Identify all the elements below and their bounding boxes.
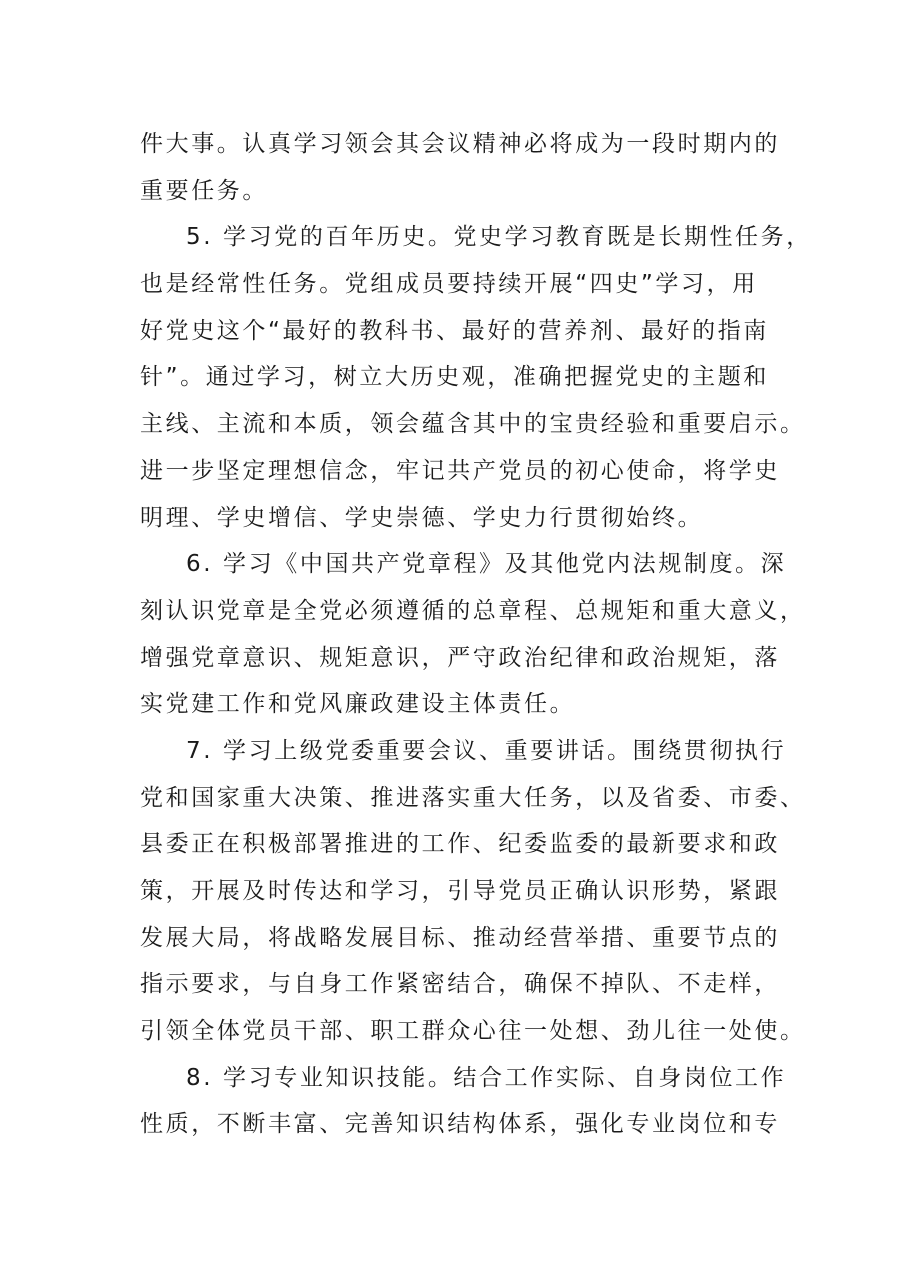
text-line: 针”。通过学习，树立大历史观，准确把握党史的主题和: [140, 364, 769, 391]
text-line: 引领全体党员干部、职工群众心往一处想、劲儿往一处使。: [140, 1018, 806, 1045]
text-line: 好党史这个“最好的教科书、最好的营养剂、最好的指南: [140, 317, 769, 344]
text-line: 重要任务。: [140, 177, 268, 204]
text-line: 件大事。认真学习领会其会议精神必将成为一段时期内的: [140, 131, 780, 157]
text-line: 增强党章意识、规矩意识，严守政治纪律和政治规矩，落: [140, 644, 780, 671]
text-line: 策，开展及时传达和学习，引导党员正确认识形势，紧跟: [140, 878, 780, 904]
text-line: 进一步坚定理想信念，牢记共产党员的初心使命，将学史: [140, 457, 780, 484]
text-line: 刻认识党章是全党必须遵循的总章程、总规矩和重大意义，: [140, 597, 806, 624]
text-line: 也是经常性任务。党组成员要持续开展“四史”学习，用: [140, 271, 758, 298]
item-7-heading-line: 7. 学习上级党委重要会议、重要讲话。围绕贯彻执行: [186, 737, 787, 764]
text-line: 党和国家重大决策、推进落实重大任务，以及省委、市委、: [140, 784, 806, 811]
text-line: 性质，不断丰富、完善知识结构体系，强化专业岗位和专: [140, 1111, 780, 1138]
item-6-heading-line: 6. 学习《中国共产党章程》及其他党内法规制度。深: [186, 551, 787, 578]
text-line: 指示要求，与自身工作紧密结合，确保不掉队、不走样，: [140, 971, 780, 998]
item-5-heading-line: 5. 学习党的百年历史。党史学习教育既是长期性任务，: [186, 224, 812, 251]
text-line: 县委正在积极部署推进的工作、纪委监委的最新要求和政: [140, 831, 780, 858]
text-line: 发展大局，将战略发展目标、推动经营举措、重要节点的: [140, 924, 780, 951]
item-8-heading-line: 8. 学习专业知识技能。结合工作实际、自身岗位工作: [186, 1064, 787, 1091]
text-line: 明理、学史增信、学史崇德、学史力行贯彻始终。: [140, 504, 704, 531]
document-body: [140, 121, 812, 1148]
text-line: 实党建工作和党风廉政建设主体责任。: [140, 691, 576, 718]
text-line: 主线、主流和本质，领会蕴含其中的宝贵经验和重要启示。: [140, 411, 806, 438]
